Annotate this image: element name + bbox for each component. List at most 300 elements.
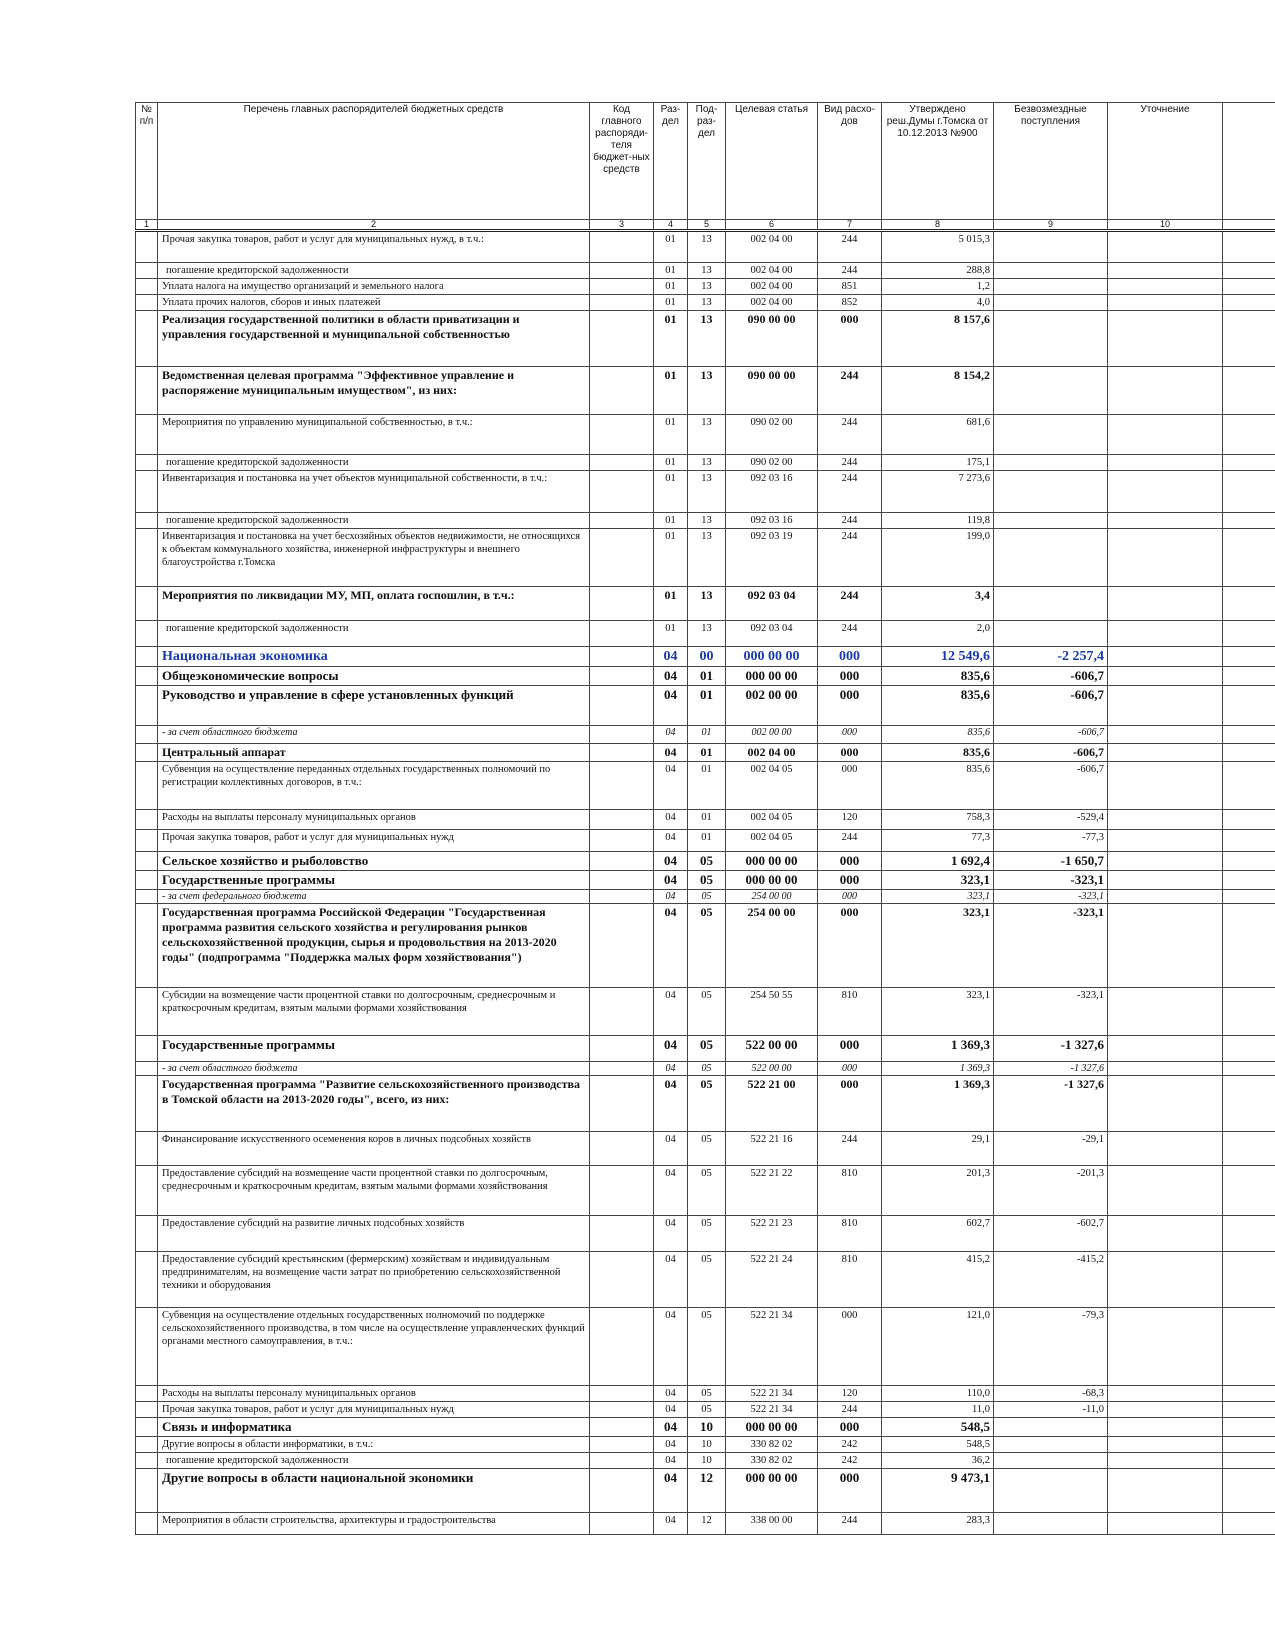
row-name-cell: Инвентаризация и постановка на учет бесхозяйных объектов недвижимости, не относящихся к объектам коммунального хозяйства, инженерной инфраструктуры и внешнего благоустройства г.Томска (158, 529, 590, 587)
row-number-cell (136, 455, 158, 471)
row-utv-cell: 548,5 (882, 1437, 994, 1453)
row-razdel-cell: 01 (654, 621, 688, 647)
row-adjustment-cell (1108, 367, 1223, 415)
row-bezv-cell: -1 327,6 (994, 1062, 1108, 1076)
row-bezv-cell: -1 650,7 (994, 852, 1108, 871)
row-bezv-cell: -1 327,6 (994, 1036, 1108, 1062)
row-razdel-cell: 04 (654, 1402, 688, 1418)
row-utv-cell: 835,6 (882, 744, 994, 762)
row-code-cell (590, 1252, 654, 1308)
row-code-cell (590, 726, 654, 744)
row-bezv-cell: -606,7 (994, 726, 1108, 744)
row-code-cell (590, 1216, 654, 1252)
row-extra-cell (1223, 1402, 1275, 1418)
row-name-cell: Государственная программа "Развитие сельскохозяйственного производства в Томской области на 2013-2020 годы", всего, из них: (158, 1076, 590, 1132)
row-celevaya-cell: 002 04 05 (726, 762, 818, 810)
row-extra-cell (1223, 1166, 1275, 1216)
col-number: 1 (136, 220, 158, 231)
row-name-cell: Связь и информатика (158, 1418, 590, 1437)
row-celevaya-cell: 000 00 00 (726, 1469, 818, 1513)
row-extra-cell (1223, 1386, 1275, 1402)
row-vid-cell: 810 (818, 1216, 882, 1252)
row-celevaya-cell: 522 00 00 (726, 1036, 818, 1062)
row-extra-cell (1223, 904, 1275, 988)
table-row (136, 367, 1275, 415)
row-number-cell (136, 621, 158, 647)
row-razdel-cell: 01 (654, 263, 688, 279)
table-row (136, 1036, 1275, 1062)
table-row (136, 890, 1275, 904)
table-row (136, 1076, 1275, 1132)
row-name-cell: - за счет областного бюджета (158, 1062, 590, 1076)
row-adjustment-cell (1108, 587, 1223, 621)
row-podrazdel-cell: 05 (688, 904, 726, 988)
row-adjustment-cell (1108, 1453, 1223, 1469)
row-adjustment-cell (1108, 295, 1223, 311)
row-extra-cell (1223, 686, 1275, 726)
row-celevaya-cell: 090 00 00 (726, 367, 818, 415)
row-celevaya-cell: 002 04 00 (726, 263, 818, 279)
table-row (136, 529, 1275, 587)
row-adjustment-cell (1108, 513, 1223, 529)
row-vid-cell: 810 (818, 1166, 882, 1216)
row-name-cell: Другие вопросы в области национальной экономики (158, 1469, 590, 1513)
row-razdel-cell: 04 (654, 726, 688, 744)
row-podrazdel-cell: 00 (688, 647, 726, 667)
col-header-razdel: Раз-дел (654, 103, 688, 220)
row-podrazdel-cell: 01 (688, 744, 726, 762)
row-vid-cell: 000 (818, 904, 882, 988)
row-name-cell: Предоставление субсидий на возмещение части процентной ставки по долгосрочным, среднесрочным и краткосрочным кредитам, взятым малыми формами хозяйствования (158, 1166, 590, 1216)
row-bezv-cell: -606,7 (994, 667, 1108, 686)
row-podrazdel-cell: 13 (688, 455, 726, 471)
row-vid-cell: 244 (818, 471, 882, 513)
row-vid-cell: 000 (818, 311, 882, 367)
row-number-cell (136, 988, 158, 1036)
row-name-cell: Уплата прочих налогов, сборов и иных платежей (158, 295, 590, 311)
row-number-cell (136, 311, 158, 367)
row-razdel-cell: 04 (654, 871, 688, 890)
row-adjustment-cell (1108, 904, 1223, 988)
row-podrazdel-cell: 13 (688, 367, 726, 415)
row-podrazdel-cell: 05 (688, 1308, 726, 1386)
row-vid-cell: 242 (818, 1453, 882, 1469)
row-number-cell (136, 1402, 158, 1418)
row-podrazdel-cell: 10 (688, 1437, 726, 1453)
row-number-cell (136, 279, 158, 295)
table-row (136, 279, 1275, 295)
row-razdel-cell: 04 (654, 1308, 688, 1386)
row-bezv-cell: -1 327,6 (994, 1076, 1108, 1132)
row-code-cell (590, 810, 654, 830)
row-code-cell (590, 311, 654, 367)
row-podrazdel-cell: 05 (688, 1076, 726, 1132)
row-podrazdel-cell: 05 (688, 1036, 726, 1062)
row-name-cell: погашение кредиторской задолженности (158, 621, 590, 647)
row-podrazdel-cell: 13 (688, 587, 726, 621)
table-row (136, 1132, 1275, 1166)
row-extra-cell (1223, 529, 1275, 587)
row-podrazdel-cell: 05 (688, 1402, 726, 1418)
row-bezv-cell (994, 231, 1108, 263)
row-extra-cell (1223, 667, 1275, 686)
row-code-cell (590, 1437, 654, 1453)
row-podrazdel-cell: 01 (688, 667, 726, 686)
row-celevaya-cell: 522 21 34 (726, 1308, 818, 1386)
row-number-cell (136, 1216, 158, 1252)
row-bezv-cell: -323,1 (994, 871, 1108, 890)
row-razdel-cell: 01 (654, 415, 688, 455)
row-number-cell (136, 686, 158, 726)
row-celevaya-cell: 254 00 00 (726, 904, 818, 988)
row-razdel-cell: 04 (654, 988, 688, 1036)
row-utv-cell: 201,3 (882, 1166, 994, 1216)
row-vid-cell: 244 (818, 263, 882, 279)
row-celevaya-cell: 000 00 00 (726, 871, 818, 890)
row-razdel-cell: 04 (654, 1469, 688, 1513)
table-row (136, 726, 1275, 744)
row-bezv-cell (994, 1469, 1108, 1513)
row-number-cell (136, 513, 158, 529)
row-extra-cell (1223, 1418, 1275, 1437)
col-number: 4 (654, 220, 688, 231)
row-podrazdel-cell: 13 (688, 415, 726, 455)
row-adjustment-cell (1108, 890, 1223, 904)
row-extra-cell (1223, 311, 1275, 367)
row-number-cell (136, 529, 158, 587)
row-name-cell: погашение кредиторской задолженности (158, 513, 590, 529)
row-utv-cell: 835,6 (882, 686, 994, 726)
row-extra-cell (1223, 1062, 1275, 1076)
row-celevaya-cell: 002 00 00 (726, 726, 818, 744)
row-adjustment-cell (1108, 231, 1223, 263)
row-razdel-cell: 04 (654, 1437, 688, 1453)
row-utv-cell: 77,3 (882, 830, 994, 852)
row-extra-cell (1223, 471, 1275, 513)
row-bezv-cell: -323,1 (994, 904, 1108, 988)
row-code-cell (590, 587, 654, 621)
row-podrazdel-cell: 13 (688, 311, 726, 367)
row-code-cell (590, 295, 654, 311)
row-bezv-cell: -68,3 (994, 1386, 1108, 1402)
table-row (136, 1062, 1275, 1076)
row-number-cell (136, 1076, 158, 1132)
row-podrazdel-cell: 12 (688, 1513, 726, 1535)
row-code-cell (590, 231, 654, 263)
col-number: 6 (726, 220, 818, 231)
row-razdel-cell: 04 (654, 830, 688, 852)
row-celevaya-cell: 090 02 00 (726, 455, 818, 471)
row-number-cell (136, 1252, 158, 1308)
row-razdel-cell: 04 (654, 1252, 688, 1308)
row-vid-cell: 244 (818, 830, 882, 852)
row-adjustment-cell (1108, 1132, 1223, 1166)
row-adjustment-cell (1108, 415, 1223, 455)
row-celevaya-cell: 522 21 22 (726, 1166, 818, 1216)
row-extra-cell (1223, 1308, 1275, 1386)
row-bezv-cell: -323,1 (994, 988, 1108, 1036)
row-number-cell (136, 667, 158, 686)
row-vid-cell: 000 (818, 686, 882, 726)
row-number-cell (136, 1437, 158, 1453)
row-utv-cell: 681,6 (882, 415, 994, 455)
row-name-cell: Государственные программы (158, 1036, 590, 1062)
row-extra-cell (1223, 1513, 1275, 1535)
row-razdel-cell: 04 (654, 852, 688, 871)
row-razdel-cell: 04 (654, 1418, 688, 1437)
row-name-cell: Субсидии на возмещение части процентной ставки по долгосрочным, среднесрочным и краткосрочным кредитам, взятым малыми формами хозяйствования (158, 988, 590, 1036)
row-name-cell: Ведомственная целевая программа "Эффективное управление и распоряжение муниципальным имуществом", из них: (158, 367, 590, 415)
row-extra-cell (1223, 231, 1275, 263)
row-adjustment-cell (1108, 810, 1223, 830)
row-vid-cell: 244 (818, 513, 882, 529)
col-header-approved: Утверждено реш.Думы г.Томска от 10.12.2013 №900 (882, 103, 994, 220)
row-extra-cell (1223, 1216, 1275, 1252)
row-razdel-cell: 01 (654, 367, 688, 415)
row-extra-cell (1223, 415, 1275, 455)
row-celevaya-cell: 254 00 00 (726, 890, 818, 904)
row-bezv-cell (994, 471, 1108, 513)
row-extra-cell (1223, 1453, 1275, 1469)
row-extra-cell (1223, 647, 1275, 667)
table-row (136, 295, 1275, 311)
row-utv-cell: 323,1 (882, 988, 994, 1036)
row-podrazdel-cell: 05 (688, 890, 726, 904)
row-number-cell (136, 1132, 158, 1166)
row-podrazdel-cell: 13 (688, 279, 726, 295)
row-name-cell: Мероприятия по управлению муниципальной собственностью, в т.ч.: (158, 415, 590, 455)
row-extra-cell (1223, 1437, 1275, 1453)
row-celevaya-cell: 000 00 00 (726, 1418, 818, 1437)
table-row (136, 667, 1275, 686)
row-vid-cell: 810 (818, 1252, 882, 1308)
row-razdel-cell: 01 (654, 279, 688, 295)
row-vid-cell: 120 (818, 1386, 882, 1402)
row-adjustment-cell (1108, 529, 1223, 587)
row-number-cell (136, 263, 158, 279)
row-bezv-cell (994, 263, 1108, 279)
header-number-row (136, 220, 1275, 231)
row-utv-cell: 110,0 (882, 1386, 994, 1402)
row-number-cell (136, 1036, 158, 1062)
row-bezv-cell: -323,1 (994, 890, 1108, 904)
table-row (136, 1386, 1275, 1402)
row-bezv-cell (994, 1437, 1108, 1453)
row-number-cell (136, 587, 158, 621)
col-number: 8 (882, 220, 994, 231)
row-number-cell (136, 871, 158, 890)
row-utv-cell: 8 154,2 (882, 367, 994, 415)
row-razdel-cell: 04 (654, 1132, 688, 1166)
row-utv-cell: 2,0 (882, 621, 994, 647)
row-code-cell (590, 1418, 654, 1437)
table-row (136, 587, 1275, 621)
row-number-cell (136, 1469, 158, 1513)
table-row (136, 311, 1275, 367)
row-name-cell: Предоставление субсидий крестьянским (фермерским) хозяйствам и индивидуальным предпринимателям, на возмещение части затрат по приобретению сельскохозяйственной техники и оборудования (158, 1252, 590, 1308)
table-row (136, 1402, 1275, 1418)
budget-table-sheet (135, 102, 1275, 1535)
row-extra-cell (1223, 1469, 1275, 1513)
row-adjustment-cell (1108, 1252, 1223, 1308)
col-number: 9 (994, 220, 1108, 231)
row-utv-cell: 175,1 (882, 455, 994, 471)
row-adjustment-cell (1108, 852, 1223, 871)
row-celevaya-cell: 002 04 00 (726, 295, 818, 311)
row-celevaya-cell: 002 04 00 (726, 279, 818, 295)
row-celevaya-cell: 000 00 00 (726, 667, 818, 686)
row-adjustment-cell (1108, 1166, 1223, 1216)
row-adjustment-cell (1108, 1513, 1223, 1535)
row-bezv-cell (994, 1418, 1108, 1437)
row-razdel-cell: 04 (654, 744, 688, 762)
row-bezv-cell: -606,7 (994, 686, 1108, 726)
row-razdel-cell: 04 (654, 762, 688, 810)
row-vid-cell: 244 (818, 587, 882, 621)
row-podrazdel-cell: 13 (688, 263, 726, 279)
row-vid-cell: 852 (818, 295, 882, 311)
row-adjustment-cell (1108, 311, 1223, 367)
row-name-cell: Субвенция на осуществление отдельных государственных полномочий по поддержке сельскохозяйственного производства, в том числе на осуществление управленческих функций органами местного самоуправления, в т.ч.: (158, 1308, 590, 1386)
row-vid-cell: 000 (818, 852, 882, 871)
row-podrazdel-cell: 05 (688, 1132, 726, 1166)
row-razdel-cell: 04 (654, 1453, 688, 1469)
row-razdel-cell: 04 (654, 1166, 688, 1216)
row-number-cell (136, 1166, 158, 1216)
row-podrazdel-cell: 01 (688, 762, 726, 810)
row-name-cell: Расходы на выплаты персоналу муниципальных органов (158, 810, 590, 830)
row-celevaya-cell: 522 21 16 (726, 1132, 818, 1166)
row-razdel-cell: 04 (654, 1076, 688, 1132)
row-extra-cell (1223, 1036, 1275, 1062)
row-podrazdel-cell: 10 (688, 1453, 726, 1469)
row-adjustment-cell (1108, 988, 1223, 1036)
row-name-cell: Субвенция на осуществление переданных отдельных государственных полномочий по регистрации коллективных договоров, в т.ч.: (158, 762, 590, 810)
row-bezv-cell (994, 311, 1108, 367)
col-number: 10 (1108, 220, 1223, 231)
row-adjustment-cell (1108, 1062, 1223, 1076)
row-utv-cell: 11,0 (882, 1402, 994, 1418)
row-celevaya-cell: 330 82 02 (726, 1453, 818, 1469)
row-podrazdel-cell: 05 (688, 1166, 726, 1216)
row-vid-cell: 120 (818, 810, 882, 830)
row-celevaya-cell: 092 03 04 (726, 587, 818, 621)
row-podrazdel-cell: 13 (688, 295, 726, 311)
row-adjustment-cell (1108, 1386, 1223, 1402)
row-vid-cell: 244 (818, 529, 882, 587)
row-celevaya-cell: 522 21 24 (726, 1252, 818, 1308)
row-utv-cell: 548,5 (882, 1418, 994, 1437)
row-number-cell (136, 830, 158, 852)
row-name-cell: Прочая закупка товаров, работ и услуг для муниципальных нужд, в т.ч.: (158, 231, 590, 263)
row-code-cell (590, 830, 654, 852)
row-extra-cell (1223, 621, 1275, 647)
row-utv-cell: 5 015,3 (882, 231, 994, 263)
row-razdel-cell: 01 (654, 587, 688, 621)
table-row (136, 1308, 1275, 1386)
row-name-cell: Государственная программа Российской Федерации "Государственная программа развития сельского хозяйства и регулирования рынков сельскохозяйственной продукции, сырья и продовольствия на 2013-2020 годы" (подпрограмма "Поддержка малых форм хозяйствования") (158, 904, 590, 988)
col-header-adjustment: Уточнение (1108, 103, 1223, 220)
row-podrazdel-cell: 13 (688, 471, 726, 513)
row-code-cell (590, 1076, 654, 1132)
row-podrazdel-cell: 13 (688, 513, 726, 529)
row-vid-cell: 000 (818, 726, 882, 744)
table-body (136, 231, 1275, 1535)
row-bezv-cell (994, 295, 1108, 311)
row-razdel-cell: 04 (654, 890, 688, 904)
col-number: 3 (590, 220, 654, 231)
row-adjustment-cell (1108, 1469, 1223, 1513)
row-vid-cell: 000 (818, 744, 882, 762)
row-podrazdel-cell: 13 (688, 529, 726, 587)
row-utv-cell: 119,8 (882, 513, 994, 529)
row-razdel-cell: 04 (654, 686, 688, 726)
row-utv-cell: 1 369,3 (882, 1062, 994, 1076)
row-bezv-cell (994, 455, 1108, 471)
row-adjustment-cell (1108, 1076, 1223, 1132)
row-extra-cell (1223, 810, 1275, 830)
row-extra-cell (1223, 830, 1275, 852)
row-podrazdel-cell: 05 (688, 852, 726, 871)
row-celevaya-cell: 338 00 00 (726, 1513, 818, 1535)
row-number-cell (136, 1513, 158, 1535)
row-bezv-cell: -77,3 (994, 830, 1108, 852)
row-razdel-cell: 04 (654, 1386, 688, 1402)
row-razdel-cell: 04 (654, 1062, 688, 1076)
row-code-cell (590, 1386, 654, 1402)
row-bezv-cell (994, 513, 1108, 529)
row-bezv-cell: -606,7 (994, 762, 1108, 810)
row-code-cell (590, 367, 654, 415)
row-utv-cell: 323,1 (882, 890, 994, 904)
row-podrazdel-cell: 05 (688, 871, 726, 890)
row-celevaya-cell: 092 03 19 (726, 529, 818, 587)
row-vid-cell: 244 (818, 621, 882, 647)
row-celevaya-cell: 522 00 00 (726, 1062, 818, 1076)
row-celevaya-cell: 002 04 05 (726, 810, 818, 830)
row-number-cell (136, 726, 158, 744)
row-adjustment-cell (1108, 279, 1223, 295)
row-bezv-cell: -11,0 (994, 1402, 1108, 1418)
row-vid-cell: 244 (818, 1132, 882, 1166)
row-extra-cell (1223, 295, 1275, 311)
row-utv-cell: 283,3 (882, 1513, 994, 1535)
row-adjustment-cell (1108, 1216, 1223, 1252)
col-header-celevaya: Целевая статья (726, 103, 818, 220)
row-adjustment-cell (1108, 621, 1223, 647)
row-adjustment-cell (1108, 667, 1223, 686)
row-extra-cell (1223, 1252, 1275, 1308)
row-code-cell (590, 455, 654, 471)
row-bezv-cell: -201,3 (994, 1166, 1108, 1216)
row-code-cell (590, 1402, 654, 1418)
row-utv-cell: 3,4 (882, 587, 994, 621)
row-adjustment-cell (1108, 1418, 1223, 1437)
row-name-cell: погашение кредиторской задолженности (158, 455, 590, 471)
row-bezv-cell (994, 279, 1108, 295)
row-adjustment-cell (1108, 744, 1223, 762)
row-extra-cell (1223, 279, 1275, 295)
row-vid-cell: 000 (818, 647, 882, 667)
row-celevaya-cell: 254 50 55 (726, 988, 818, 1036)
row-code-cell (590, 263, 654, 279)
row-vid-cell: 000 (818, 1308, 882, 1386)
row-adjustment-cell (1108, 1402, 1223, 1418)
row-code-cell (590, 988, 654, 1036)
row-celevaya-cell: 090 00 00 (726, 311, 818, 367)
row-adjustment-cell (1108, 1308, 1223, 1386)
row-number-cell (136, 1062, 158, 1076)
